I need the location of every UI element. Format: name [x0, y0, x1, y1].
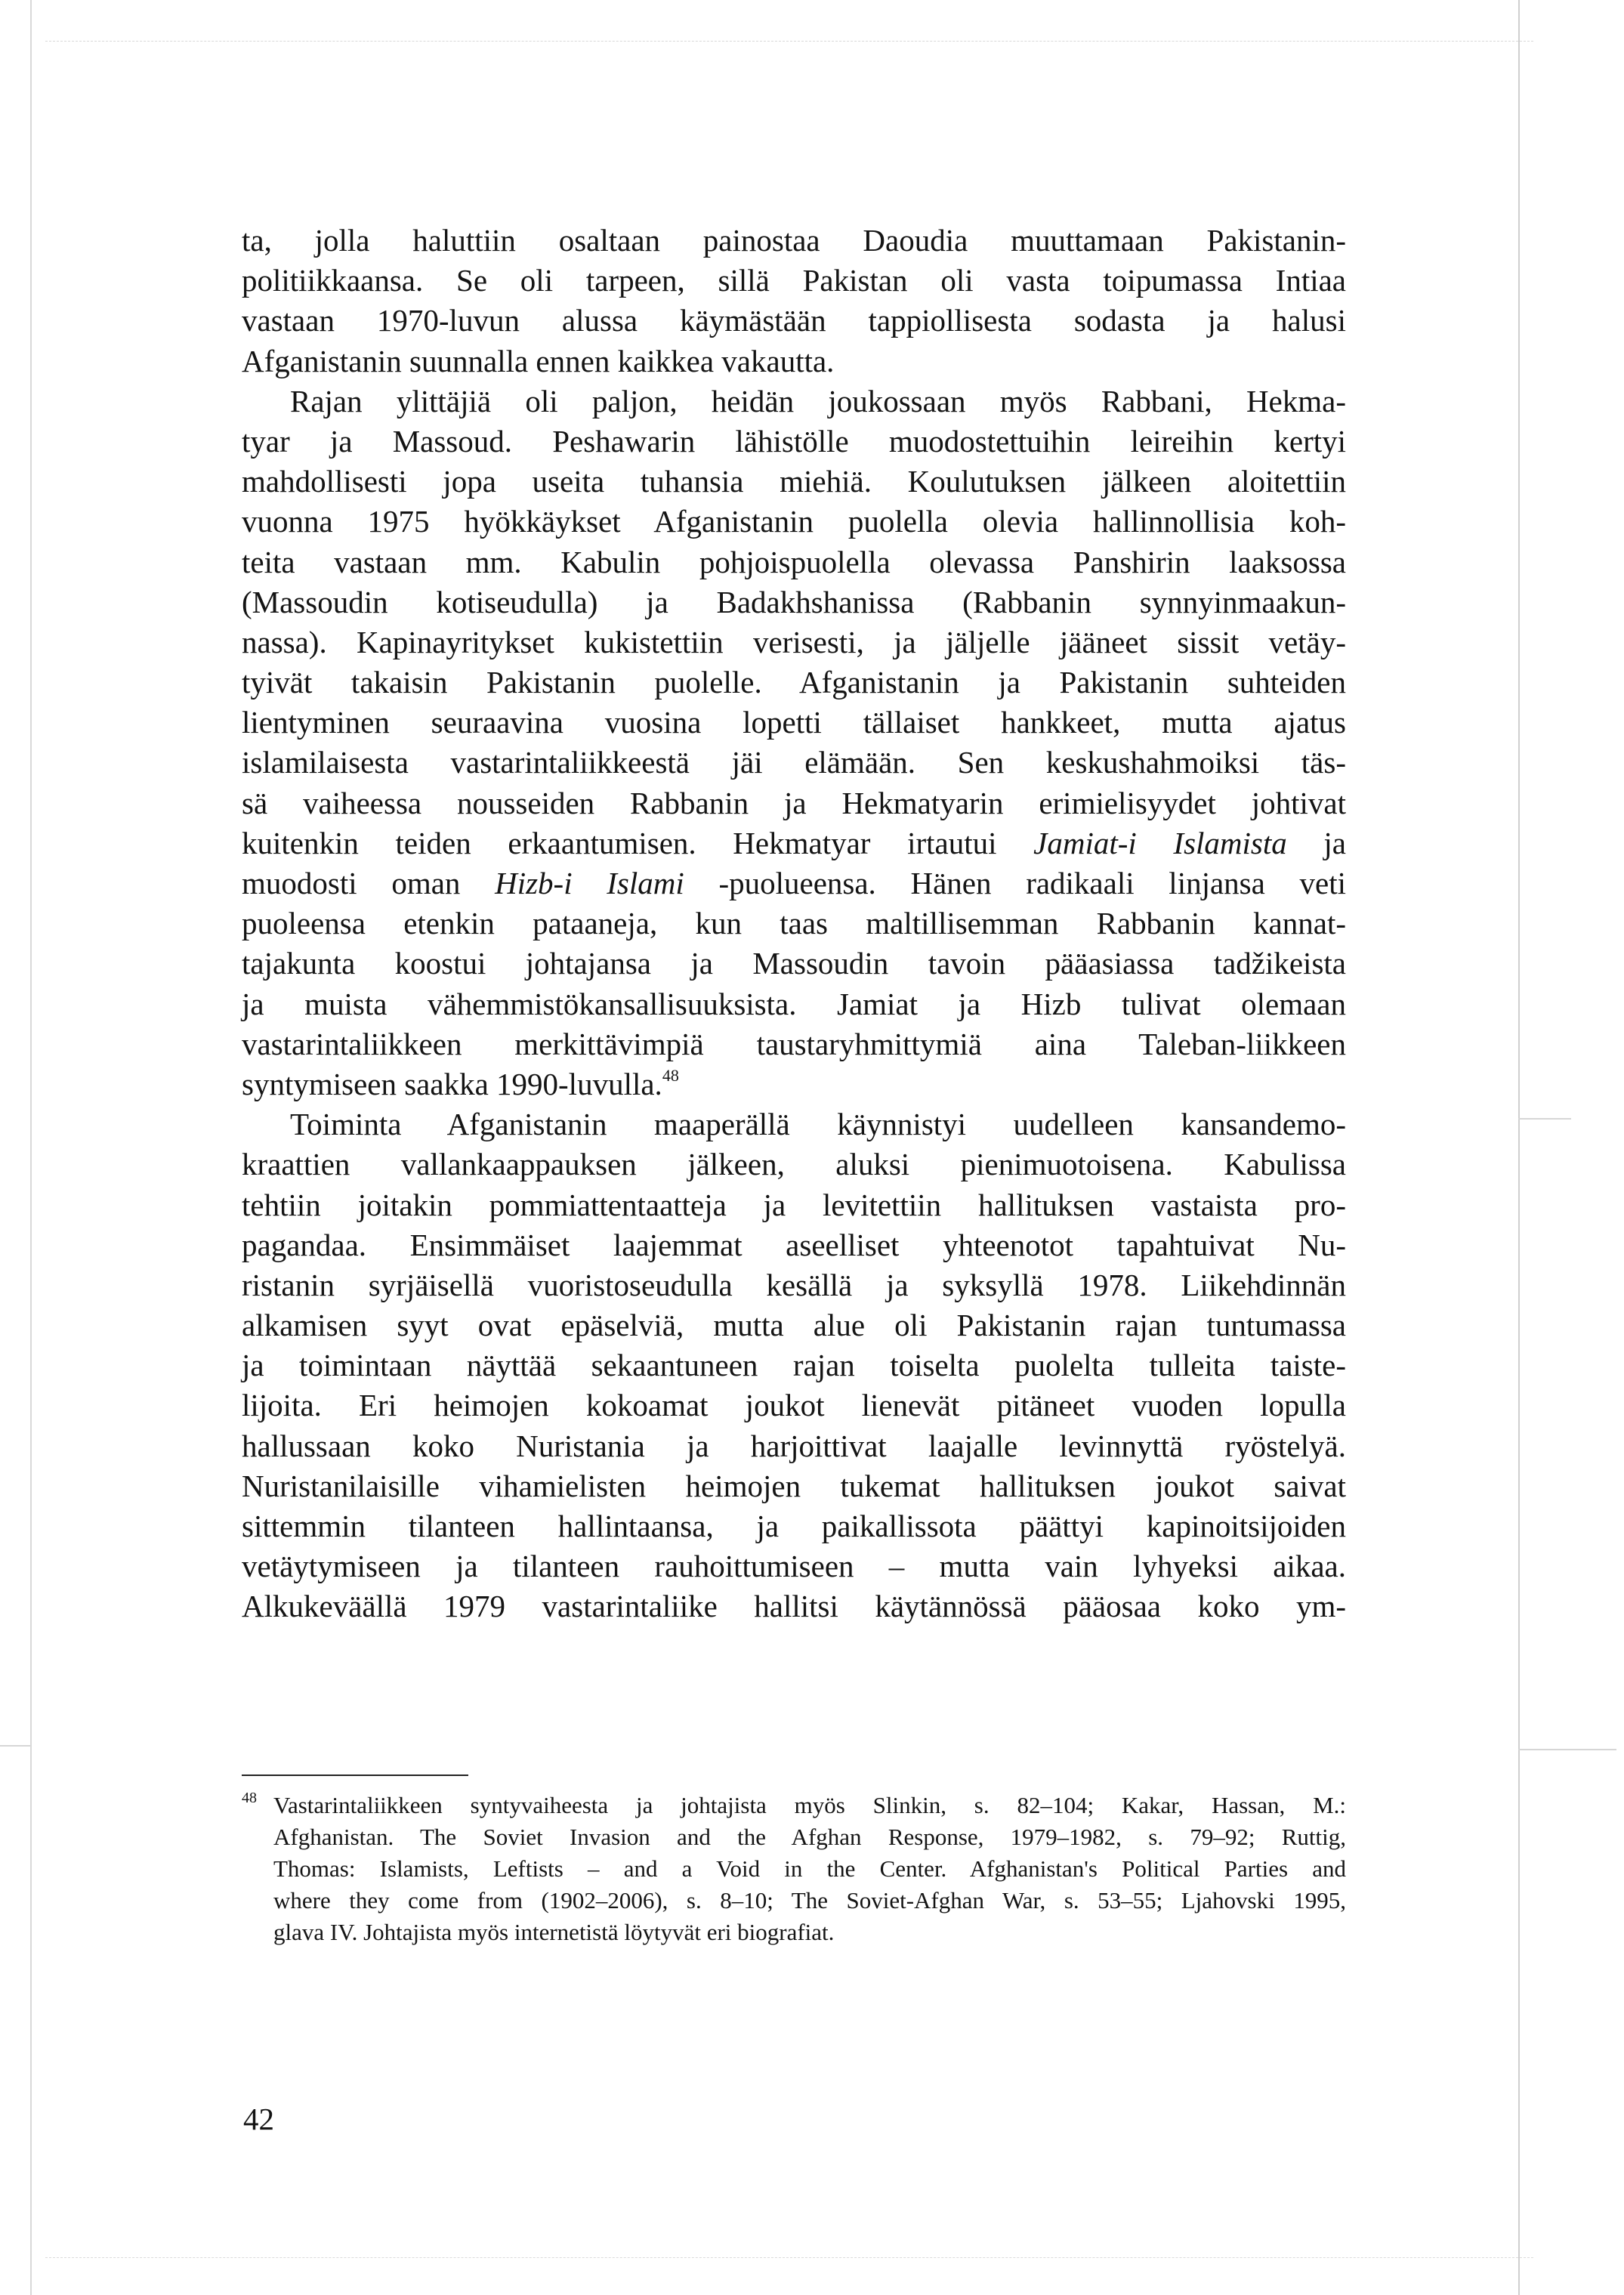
scan-top-edge: [45, 41, 1533, 42]
line-text: vastarintaliikkeen merkittävimpiä taustaryhmittymiä aina Taleban-liikkeen: [242, 1026, 1346, 1061]
line-text: lientyminen seuraavina vuosina lopetti tällaiset hankkeet, mutta ajatus: [242, 705, 1346, 740]
body-line: [242, 261, 1346, 301]
footnote-reference[interactable]: 48: [662, 1065, 679, 1085]
body-line: [242, 1024, 1346, 1064]
body-line: [242, 1466, 1346, 1506]
line-text: kuitenkin teiden erkaantumisen. Hekmatyar irtautui: [242, 825, 1034, 860]
scan-edge-tick: [0, 1745, 30, 1747]
line-text: ja toimintaan näyttää sekaantuneen rajan toiselta puolelta tulleita taiste-: [242, 1348, 1346, 1383]
line-text: sittemmin tilanteen hallintaansa, ja paikallissota päättyi kapinoitsijoiden: [242, 1509, 1346, 1543]
line-text: Afganistanin suunnalla ennen kaikkea vakautta.: [242, 343, 835, 378]
body-line: [242, 863, 1346, 903]
line-text: syntymiseen saakka 1990-luvulla.: [242, 1066, 662, 1101]
line-text: mahdollisesti jopa useita tuhansia miehiä. Koulutuksen jälkeen aloitettiin: [242, 464, 1346, 499]
body-line: [242, 1385, 1346, 1425]
body-line: [242, 1586, 1346, 1626]
body-line: [242, 1064, 1346, 1104]
line-text: tyivät takaisin Pakistanin puolelle. Afganistanin ja Pakistanin suhteiden: [242, 665, 1346, 700]
body-line: [242, 422, 1346, 462]
body-line: [242, 542, 1346, 582]
body-line: [242, 1345, 1346, 1385]
footnote-rule: [242, 1775, 468, 1776]
line-text: hallussaan koko Nuristania ja harjoittivat laajalle levinnyttä ryöstelyä.: [242, 1428, 1346, 1463]
body-line: [242, 663, 1346, 703]
line-text: puoleensa etenkin pataaneja, kun taas maltillisemman Rabbanin kannat-: [242, 906, 1346, 941]
footnote-48: [242, 1790, 1346, 1948]
footnote-line: [242, 1853, 1346, 1885]
scan-left-edge: [30, 0, 32, 2295]
page-number: 42: [243, 2102, 274, 2136]
line-text: politiikkaansa. Se oli tarpeen, sillä Pakistan oli vasta toipumassa Intiaa: [242, 263, 1346, 298]
footnote-text: Vastarintaliikkeen syntyvaiheesta ja johtajista myös Slinkin, s. 82–104; Kakar, Hassan, M.:: [273, 1792, 1346, 1818]
line-text: pagandaa. Ensimmäiset laajemmat aseelliset yhteenotot tapahtuivat Nu-: [242, 1227, 1346, 1262]
body-line: [242, 703, 1346, 743]
body-line: [242, 381, 1346, 422]
line-text: Toiminta Afganistanin maaperällä käynnistyi uudelleen kansandemo-: [290, 1107, 1346, 1142]
body-line: [242, 743, 1346, 783]
footnote-line: 48 Vastarintaliikkeen syntyvaiheesta ja johtajista myös Slinkin, s. 82–104; Kakar, Hassan, M.:: [242, 1790, 1346, 1818]
footnote-line: [242, 1885, 1346, 1917]
line-text: tyar ja Massoud. Peshawarin lähistölle muodostettuihin leireihin kertyi: [242, 423, 1346, 459]
body-line: [242, 783, 1346, 823]
line-text: -puolueensa. Hänen radikaali linjansa veti: [684, 866, 1346, 900]
body-line: [242, 301, 1346, 341]
line-text: ristanin syrjäisellä vuoristoseudulla kesällä ja syksyllä 1978. Liikehdinnän: [242, 1267, 1346, 1302]
body-line: [242, 622, 1346, 663]
italic-title: Jamiat-i Islamista: [1033, 825, 1287, 860]
body-line: [242, 1265, 1346, 1305]
footnote-text: Thomas: Islamists, Leftists – and a Void in the Center. Afghanistan's Political Parties and: [273, 1855, 1346, 1882]
line-text: vetäytymiseen ja tilanteen rauhoittumiseen – mutta vain lyhyeksi aikaa.: [242, 1549, 1346, 1584]
footnote-text: Afghanistan. The Soviet Invasion and the Afghan Response, 1979–1982, s. 79–92; Ruttig,: [273, 1824, 1346, 1850]
body-line: [242, 1185, 1346, 1225]
body-line: [242, 221, 1346, 261]
body-line: [242, 1305, 1346, 1345]
body-line: [242, 903, 1346, 944]
line-text: lijoita. Eri heimojen kokoamat joukot lienevät pitäneet vuoden lopulla: [242, 1388, 1346, 1423]
line-text: Nuristanilaisille vihamielisten heimojen tukemat hallituksen joukot saivat: [242, 1468, 1346, 1503]
body-line: [242, 1144, 1346, 1185]
footnote-text: where they come from (1902–2006), s. 8–10; The Soviet-Afghan War, s. 53–55; Ljahovski 1995,: [273, 1887, 1346, 1914]
body-line: [242, 1426, 1346, 1466]
line-text: ja muista vähemmistökansallisuuksista. Jamiat ja Hizb tulivat olemaan: [242, 986, 1346, 1021]
footnote-text: glava IV. Johtajista myös internetistä löytyvät eri biografiat.: [273, 1919, 835, 1945]
body-line: [242, 984, 1346, 1024]
line-text: nassa). Kapinayritykset kukistettiin verisesti, ja jäljelle jääneet sissit vetäy-: [242, 624, 1346, 659]
scan-bottom-edge: [45, 2257, 1533, 2258]
scan-edge-tick: [1518, 1749, 1616, 1750]
line-text: islamilaisesta vastarintaliikkeestä jäi elämään. Sen keskushahmoiksi täs-: [242, 745, 1346, 780]
footnote-line: [242, 1917, 1346, 1948]
body-line: [242, 341, 1346, 381]
line-text: (Massoudin kotiseudulla) ja Badakhshanissa (Rabbanin synnyinmaakun-: [242, 584, 1346, 619]
body-line: [242, 1546, 1346, 1586]
body-line: [242, 502, 1346, 542]
line-text: teita vastaan mm. Kabulin pohjoispuolella olevassa Panshirin laaksossa: [242, 544, 1346, 579]
italic-title: Hizb-i Islami: [495, 866, 684, 900]
line-text: Alkukeväällä 1979 vastarintaliike hallitsi käytännössä pääosaa koko ym-: [242, 1589, 1346, 1624]
line-text: vastaan 1970-luvun alussa käymästään tappiollisesta sodasta ja halusi: [242, 303, 1346, 338]
line-text: alkamisen syyt ovat epäselviä, mutta alue oli Pakistanin rajan tuntumassa: [242, 1308, 1346, 1343]
line-text: ja: [1286, 825, 1346, 860]
body-line: [242, 1104, 1346, 1144]
line-text: tajakunta koostui johtajansa ja Massoudin tavoin pääasiassa tadžikeista: [242, 946, 1346, 981]
body-line: [242, 1506, 1346, 1546]
line-text: tehtiin joitakin pommiattentaatteja ja levitettiin hallituksen vastaista pro-: [242, 1187, 1346, 1222]
line-text: ta, jolla haluttiin osaltaan painostaa Daoudia muuttamaan Pakistanin-: [242, 223, 1346, 258]
body-text: [242, 221, 1346, 1627]
body-line: [242, 462, 1346, 502]
line-text: vuonna 1975 hyökkäykset Afganistanin puolella olevia hallinnollisia koh-: [242, 504, 1346, 539]
line-text: muodosti oman: [242, 866, 496, 900]
line-text: sä vaiheessa nousseiden Rabbanin ja Hekmatyarin erimielisyydet johtivat: [242, 785, 1346, 820]
line-text: kraattien vallankaappauksen jälkeen, aluksi pienimuotoisena. Kabulissa: [242, 1147, 1346, 1182]
body-line: [242, 944, 1346, 984]
body-line: [242, 823, 1346, 863]
scan-right-edge: [1518, 0, 1520, 2295]
scan-edge-tick: [1518, 1118, 1571, 1120]
body-line: [242, 1225, 1346, 1265]
body-line: [242, 582, 1346, 622]
line-text: Rajan ylittäjiä oli paljon, heidän joukossaan myös Rabbani, Hekma-: [290, 383, 1346, 419]
footnote-line: [242, 1821, 1346, 1853]
